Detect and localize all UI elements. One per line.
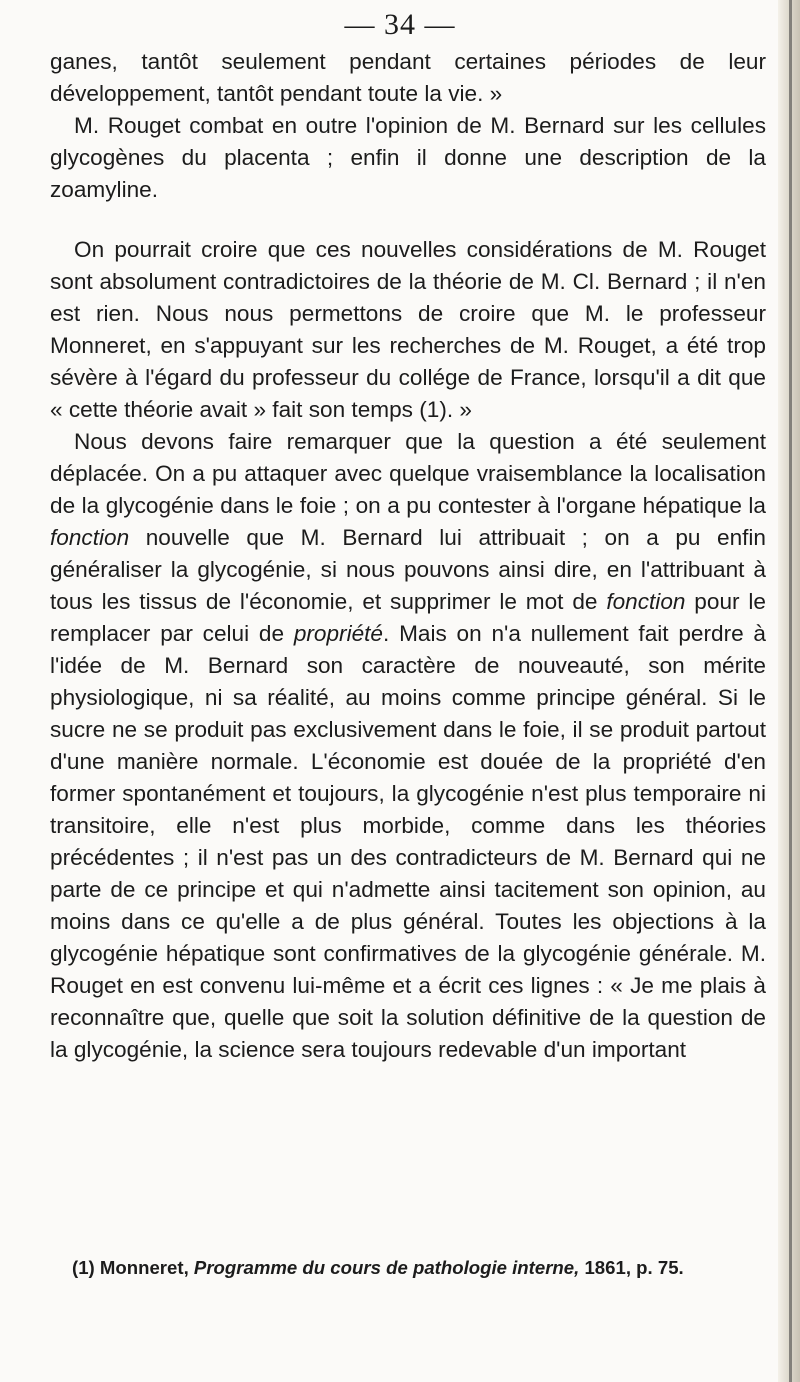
paragraph-2: M. Rouget combat en outre l'opinion de M. Bernard sur les cellules glycogènes du placenta ; enfin il donne une description de la zoamyline. [50, 113, 766, 202]
footnote [72, 1255, 762, 1281]
italic-fonction-1: fonction [50, 525, 130, 550]
footnote-title: Programme du cours de pathologie interne, [193, 1257, 580, 1278]
body-text [50, 46, 766, 1066]
paragraph-4-part-1: Nous devons faire remarquer que la question a été seulement déplacée. On a pu attaquer avec quelque vraisemblance la localisation de la glycogénie dans le foie ; on a pu contester à l'organe hépatique la [50, 429, 766, 518]
footnote-marker: (1) [72, 1257, 95, 1278]
italic-fonction-2: fonction [606, 589, 686, 614]
paragraph-4-part-5: pour le remplacer par celui de [50, 589, 766, 646]
paragraph-3: On pourrait croire que ces nouvelles considérations de M. Rouget sont absolument contradictoires de la théorie de M. Cl. Bernard ; il n'en est rien. Nous nous permettons de croire que M. le professeur Monneret, en s'appuyant sur les recherches de M. Rouget, a été trop sévère à l'égard du professeur du collége de France, lorsqu'il a dit que « cette théorie avait » fait son temps (1). » [50, 237, 766, 422]
paragraph-1: ganes, tantôt seulement pendant certaines périodes de leur développement, tantôt pendant toute la vie. » [50, 49, 766, 106]
paragraph-4-part-7: . Mais on n'a nullement fait perdre à l'idée de M. Bernard son caractère de nouveauté, son mérite physiologique, ni sa réalité, au moins comme principe général. Si le sucre ne se produit pas exclusivement dans le foie, il se produit partout d'une manière normale. L'économie est douée de la propriété d'en former spontanément et toujours, la glycogénie n'est plus temporaire ni transitoire, elle n'est plus morbide, comme dans les théories précédentes ; il n'est pas un des contradicteurs de M. Bernard qui ne parte de ce principe et qui n'admette ainsi tacitement son opinion, au moins dans ce qu'elle a de plus général. Toutes les objections à la glycogénie hépatique sont confirmatives de la glycogénie générale. M. Rouget en est convenu lui-même et a écrit ces lignes : « Je me plais à reconnaître que, quelle que soit la solution définitive de la question de la glycogénie, la science sera toujours redevable d'un important [50, 621, 767, 1062]
paragraph-4-part-3: nouvelle que M. Bernard lui attribuait ; on a pu enfin généraliser la glycogénie, si nous pouvons ainsi dire, en l'attribuant à tous les tissus de l'économie, et supprimer le mot de [50, 525, 766, 614]
page-number: — 34 — [344, 8, 456, 41]
page-binding-line [789, 0, 792, 1382]
footnote-details: 1861, p. 75. [584, 1257, 684, 1278]
paragraph-4 [50, 426, 766, 1066]
italic-propriete: propriété [293, 621, 384, 646]
footnote-author: Monneret, [99, 1257, 189, 1278]
